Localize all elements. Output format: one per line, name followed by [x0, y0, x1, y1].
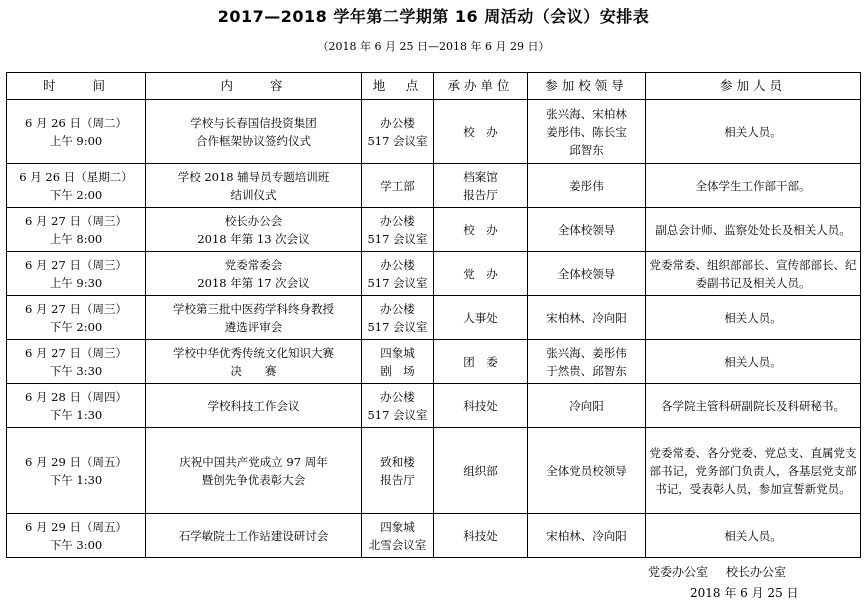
- table-row: [7, 428, 861, 514]
- cell-line: 校 办: [463, 124, 498, 139]
- date-range: （2018 年 6 月 25 日—2018 年 6 月 29 日）: [317, 40, 550, 53]
- cell-line: 姜彤伟: [569, 178, 604, 193]
- footer-date: 2018 年 6 月 25 日: [690, 586, 799, 600]
- table-row: [7, 208, 861, 252]
- cell-line: 517 会议室: [367, 407, 428, 422]
- cell-line: 6 月 29 日（周五）: [25, 519, 127, 534]
- cell-people: [646, 252, 861, 296]
- cell-line: 学工部: [380, 178, 415, 193]
- cell-line: 冷向阳: [569, 398, 604, 413]
- cell-line: 下午 2:00: [49, 187, 103, 202]
- cell-line: 办公楼: [380, 389, 415, 404]
- cell-content: [146, 384, 362, 428]
- cell-line: 四象城: [380, 345, 415, 360]
- cell-line: 全体党员校领导: [546, 463, 627, 478]
- header-time: 时 间: [7, 73, 146, 100]
- cell-line: 结训仪式: [230, 187, 277, 202]
- cell-line: 学校 2018 辅导员专题培训班: [177, 169, 330, 184]
- footer-org-president: 校长办公室: [726, 565, 787, 579]
- cell-line: 剧 场: [380, 363, 415, 378]
- cell-host: [434, 296, 528, 340]
- cell-place: [362, 384, 434, 428]
- cell-people: [646, 428, 861, 514]
- cell-place: [362, 428, 434, 514]
- cell-line: 遴选评审会: [224, 319, 283, 334]
- cell-time: [7, 514, 146, 558]
- footer-orgs: [648, 563, 786, 580]
- cell-place: [362, 514, 434, 558]
- cell-line: 517 会议室: [367, 133, 428, 148]
- cell-line: 6 月 28 日（周四）: [25, 389, 127, 404]
- cell-line: 相关人员。: [724, 354, 782, 369]
- cell-place: [362, 296, 434, 340]
- cell-line: 6 月 26 日（周二）: [25, 115, 127, 130]
- cell-line: 办公楼: [380, 257, 415, 272]
- cell-line: 学校中华优秀传统文化知识大赛: [173, 345, 334, 360]
- cell-line: 6 月 27 日（周三）: [25, 301, 127, 316]
- table-row: [7, 164, 861, 208]
- cell-place: [362, 340, 434, 384]
- cell-time: [7, 340, 146, 384]
- cell-people: [646, 384, 861, 428]
- table-row: [7, 296, 861, 340]
- cell-content: [146, 252, 362, 296]
- page-title: 2017—2018 学年第二学期第 16 周活动（会议）安排表: [217, 7, 650, 26]
- cell-line: 学校第三批中医药学科终身教授: [173, 301, 334, 316]
- cell-line: 各学院主管科研副院长及科研秘书。: [661, 398, 845, 413]
- cell-people: [646, 514, 861, 558]
- cell-line: 于然贵、邱智东: [546, 363, 627, 378]
- cell-host: [434, 208, 528, 252]
- cell-host: [434, 252, 528, 296]
- cell-place: [362, 252, 434, 296]
- cell-line: 6 月 29 日（周五）: [25, 454, 127, 469]
- cell-line: 学校科技工作会议: [207, 398, 300, 413]
- table-row: [7, 100, 861, 164]
- cell-line: 报告厅: [380, 472, 415, 487]
- cell-time: [7, 208, 146, 252]
- cell-time: [7, 384, 146, 428]
- cell-line: 科技处: [463, 398, 498, 413]
- cell-content: [146, 514, 362, 558]
- cell-host: [434, 514, 528, 558]
- cell-line: 张兴海、宋柏林: [546, 106, 627, 121]
- cell-place: [362, 208, 434, 252]
- cell-line: 517 会议室: [367, 319, 428, 334]
- cell-line: 四象城: [380, 519, 415, 534]
- cell-line: 党委常委、组织部部长、宣传部部长、纪委副书记及相关人员。: [649, 257, 857, 290]
- cell-line: 庆祝中国共产党成立 97 周年: [179, 454, 328, 469]
- table-row: [7, 514, 861, 558]
- cell-line: 人事处: [463, 310, 498, 325]
- header-host: 承办单位: [434, 73, 528, 100]
- cell-line: 档案馆 报告厅: [463, 169, 498, 202]
- cell-line: 姜彤伟、陈长宝: [546, 124, 627, 139]
- cell-line: 6 月 26 日（星期二）: [19, 169, 133, 184]
- cell-line: 下午 1:30: [49, 407, 103, 422]
- cell-content: [146, 296, 362, 340]
- cell-line: 6 月 27 日（周三）: [25, 213, 127, 228]
- header-content: 内 容: [146, 73, 362, 100]
- cell-line: 全体校领导: [557, 266, 616, 281]
- cell-time: [7, 296, 146, 340]
- cell-leaders: [528, 208, 646, 252]
- header-place: 地 点: [362, 73, 434, 100]
- cell-content: [146, 100, 362, 164]
- cell-line: 邱智东: [569, 142, 604, 157]
- header-people: 参加人员: [646, 73, 861, 100]
- cell-leaders: [528, 340, 646, 384]
- cell-line: 校长办公会: [224, 213, 283, 228]
- cell-leaders: [528, 252, 646, 296]
- cell-line: 致和楼: [380, 454, 415, 469]
- cell-line: 暨创先争优表彰大会: [201, 472, 306, 487]
- cell-line: 张兴海、姜彤伟: [546, 345, 627, 360]
- cell-place: [362, 164, 434, 208]
- cell-leaders: [528, 100, 646, 164]
- cell-line: 组织部: [463, 463, 498, 478]
- cell-line: 学校与长春国信投资集团: [190, 115, 317, 130]
- table-row: [7, 384, 861, 428]
- cell-line: 党委常委会: [224, 257, 283, 272]
- cell-line: 宋柏林、冷向阳: [546, 528, 627, 543]
- cell-place: [362, 100, 434, 164]
- cell-leaders: [528, 514, 646, 558]
- cell-line: 党 办: [463, 266, 498, 281]
- cell-line: 上午 9:00: [49, 133, 103, 148]
- cell-line: 校 办: [463, 222, 498, 237]
- cell-people: [646, 164, 861, 208]
- cell-line: 北雪会议室: [368, 537, 427, 552]
- cell-line: 2018 年第 17 次会议: [197, 275, 310, 290]
- cell-people: [646, 100, 861, 164]
- cell-leaders: [528, 164, 646, 208]
- cell-line: 石学敏院士工作站建设研讨会: [178, 528, 329, 543]
- cell-people: [646, 340, 861, 384]
- cell-people: [646, 208, 861, 252]
- cell-time: [7, 252, 146, 296]
- cell-leaders: [528, 296, 646, 340]
- cell-content: [146, 428, 362, 514]
- schedule-table: [6, 72, 861, 558]
- cell-people: [646, 296, 861, 340]
- cell-host: [434, 164, 528, 208]
- table-row: [7, 340, 861, 384]
- cell-line: 517 会议室: [367, 275, 428, 290]
- cell-time: [7, 100, 146, 164]
- cell-line: 相关人员。: [724, 310, 782, 325]
- cell-content: [146, 208, 362, 252]
- cell-line: 相关人员。: [724, 124, 782, 139]
- cell-line: 上午 9:30: [49, 275, 103, 290]
- cell-line: 2018 年第 13 次会议: [197, 231, 310, 246]
- cell-line: 宋柏林、冷向阳: [546, 310, 627, 325]
- table-row: [7, 252, 861, 296]
- cell-line: 下午 2:00: [49, 319, 103, 334]
- cell-content: [146, 340, 362, 384]
- cell-line: 上午 8:00: [49, 231, 103, 246]
- cell-line: 6 月 27 日（周三）: [25, 345, 127, 360]
- cell-line: 决 赛: [230, 363, 277, 378]
- cell-line: 办公楼: [380, 115, 415, 130]
- header-leaders: 参加校领导: [528, 73, 646, 100]
- cell-host: [434, 340, 528, 384]
- cell-time: [7, 164, 146, 208]
- cell-line: 办公楼: [380, 301, 415, 316]
- cell-leaders: [528, 384, 646, 428]
- cell-host: [434, 100, 528, 164]
- cell-line: 下午 1:30: [49, 472, 103, 487]
- cell-line: 相关人员。: [724, 528, 782, 543]
- cell-line: 党委常委、各分党委、党总支、直属党支部书记，党务部门负责人，各基层党支部书记，受表彰人员，参加宣誓新党员。: [649, 445, 857, 496]
- cell-line: 下午 3:00: [49, 537, 103, 552]
- cell-host: [434, 384, 528, 428]
- cell-line: 科技处: [463, 528, 498, 543]
- cell-line: 合作框架协议签约仪式: [196, 133, 311, 148]
- cell-line: 6 月 27 日（周三）: [25, 257, 127, 272]
- cell-line: 全体学生工作部干部。: [695, 178, 811, 193]
- cell-line: 下午 3:30: [49, 363, 103, 378]
- cell-leaders: [528, 428, 646, 514]
- cell-content: [146, 164, 362, 208]
- footer-org-party: 党委办公室: [648, 565, 709, 579]
- cell-host: [434, 428, 528, 514]
- cell-line: 517 会议室: [367, 231, 428, 246]
- cell-line: 办公楼: [380, 213, 415, 228]
- cell-time: [7, 428, 146, 514]
- cell-line: 副总会计师、监察处处长及相关人员。: [655, 222, 851, 237]
- header-row: [7, 73, 861, 100]
- cell-line: 团 委: [463, 354, 498, 369]
- cell-line: 全体校领导: [557, 222, 616, 237]
